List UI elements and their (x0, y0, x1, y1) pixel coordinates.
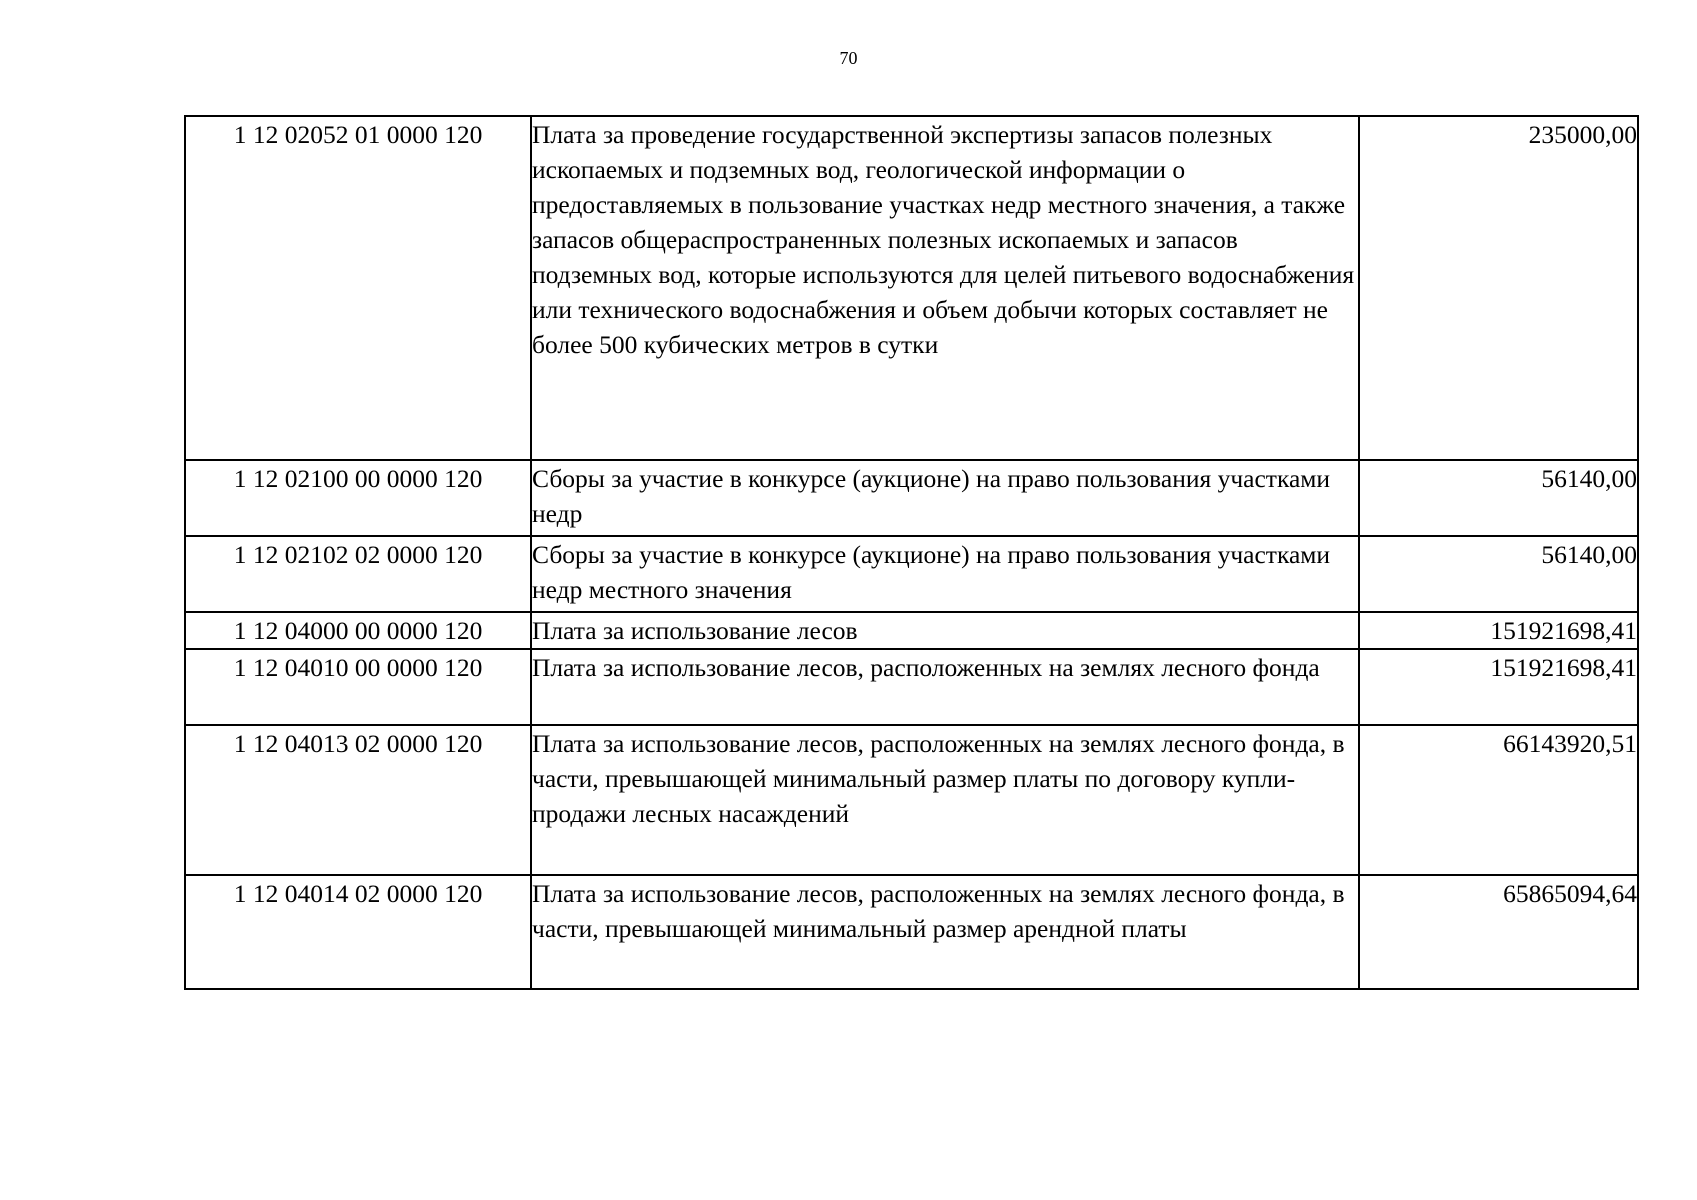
budget-code: 1 12 04014 02 0000 120 (185, 875, 531, 989)
table-row (185, 649, 1638, 725)
page-number: 70 (839, 48, 858, 68)
revenue-table (184, 115, 1639, 990)
revenue-amount: 56140,00 (1359, 460, 1638, 536)
revenue-amount: 151921698,41 (1359, 612, 1638, 649)
revenue-description: Плата за использование лесов, расположенных на землях лесного фонда (531, 649, 1359, 725)
table-row (185, 875, 1638, 989)
table-row (185, 612, 1638, 649)
budget-code: 1 12 02100 00 0000 120 (185, 460, 531, 536)
revenue-description: Сборы за участие в конкурсе (аукционе) на право пользования участками недр местного значения (531, 536, 1359, 612)
table-row (185, 536, 1638, 612)
budget-code: 1 12 02052 01 0000 120 (185, 116, 531, 460)
revenue-description: Плата за использование лесов (531, 612, 1359, 649)
revenue-description: Сборы за участие в конкурсе (аукционе) на право пользования участками недр (531, 460, 1359, 536)
revenue-amount: 151921698,41 (1359, 649, 1638, 725)
table-row (185, 725, 1638, 875)
budget-code: 1 12 02102 02 0000 120 (185, 536, 531, 612)
revenue-amount: 65865094,64 (1359, 875, 1638, 989)
table-row (185, 116, 1638, 460)
budget-code: 1 12 04010 00 0000 120 (185, 649, 531, 725)
revenue-description: Плата за использование лесов, расположенных на землях лесного фонда, в части, превышающей минимальный размер арендной платы (531, 875, 1359, 989)
revenue-amount: 66143920,51 (1359, 725, 1638, 875)
revenue-amount: 235000,00 (1359, 116, 1638, 460)
budget-code: 1 12 04000 00 0000 120 (185, 612, 531, 649)
budget-code: 1 12 04013 02 0000 120 (185, 725, 531, 875)
revenue-amount: 56140,00 (1359, 536, 1638, 612)
revenue-description: Плата за использование лесов, расположенных на землях лесного фонда, в части, превышающей минимальный размер платы по договору купли-продажи лесных насаждений (531, 725, 1359, 875)
table-row (185, 460, 1638, 536)
revenue-description: Плата за проведение государственной экспертизы запасов полезных ископаемых и подземных вод, геологической информации о предоставляемых в пользование участках недр местного значения, а также запасов общераспространенных полезных ископаемых и запасов подземных вод, которые используются для целей питьевого водоснабжения или технического водоснабжения и объем добычи которых составляет не более 500 кубических метров в сутки (531, 116, 1359, 460)
